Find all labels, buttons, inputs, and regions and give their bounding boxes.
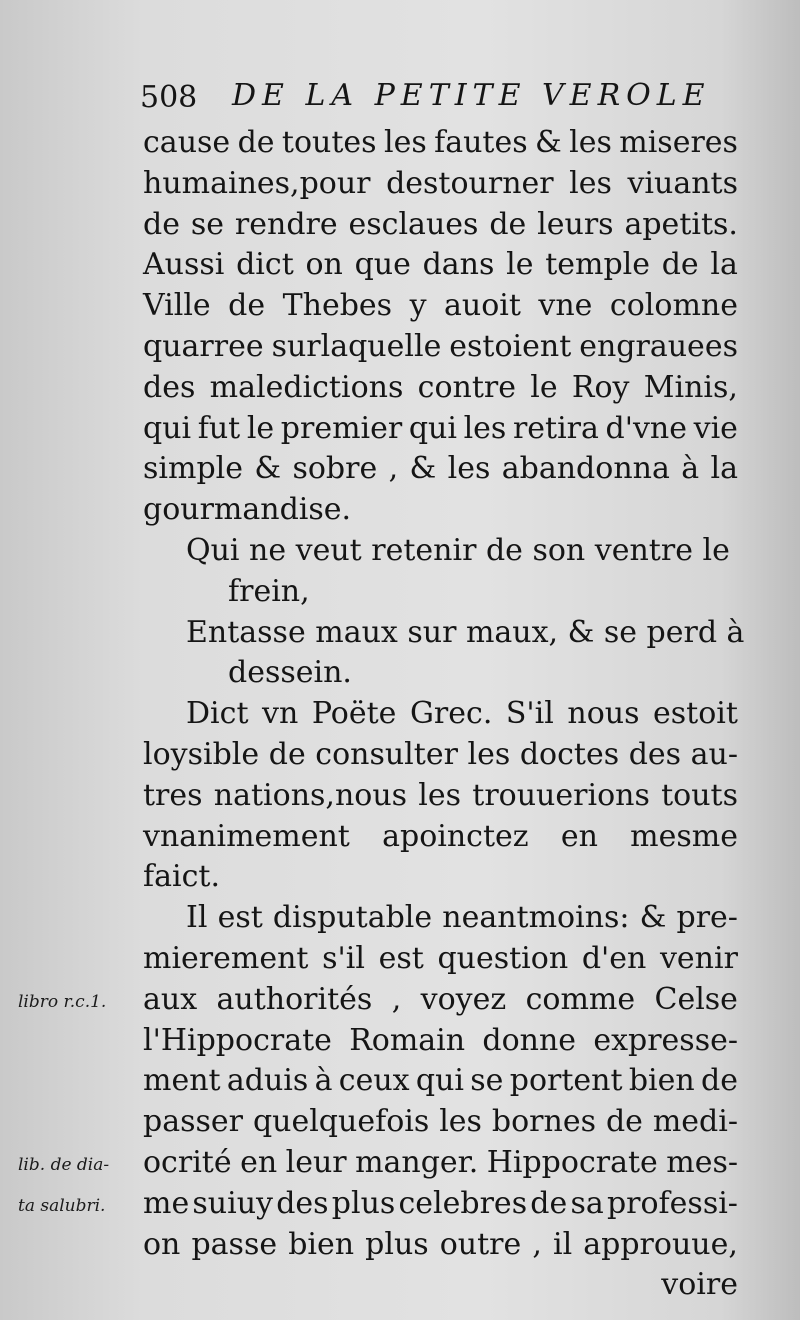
word: Grec. <box>409 696 493 732</box>
word: vn <box>262 696 299 732</box>
word: est <box>217 900 263 936</box>
word: me <box>143 1185 190 1221</box>
word: de <box>228 288 266 324</box>
word: Il <box>186 900 208 936</box>
word: touts <box>661 777 738 813</box>
word: nations,nous <box>213 777 408 813</box>
text-line <box>143 327 738 367</box>
word: comme <box>525 981 636 1017</box>
word: portent <box>509 1063 623 1099</box>
text-line <box>143 409 738 449</box>
word: manger. <box>355 1145 479 1180</box>
word: Ville <box>143 288 211 324</box>
word: quelquefois <box>252 1104 430 1140</box>
word: humaines,pour <box>143 165 371 201</box>
text-line <box>143 1102 738 1142</box>
word: Romain <box>349 1022 466 1058</box>
word: voyez <box>420 981 507 1017</box>
word: ment <box>143 1063 221 1099</box>
word: leurs <box>537 206 614 242</box>
word: de <box>530 1185 568 1221</box>
word: donne <box>482 1022 577 1058</box>
word: qui <box>415 1063 464 1099</box>
word: les <box>447 451 491 487</box>
text-line <box>143 449 738 489</box>
text-line <box>143 1225 738 1265</box>
word: expresse- <box>593 1022 738 1058</box>
word: plus <box>365 1226 429 1262</box>
word: il <box>552 1226 573 1262</box>
word: question <box>437 941 569 976</box>
word: sobre <box>292 451 378 487</box>
word: outre <box>439 1226 522 1262</box>
word: l'Hippocrate <box>143 1022 332 1058</box>
word: le <box>506 247 534 283</box>
word: vnanimement <box>143 818 350 854</box>
text-line <box>143 205 738 245</box>
word: vie <box>693 410 738 446</box>
text-line <box>143 1143 738 1183</box>
word: authorités <box>216 981 373 1017</box>
text-line <box>143 368 738 408</box>
word: retira <box>512 410 599 446</box>
word: surlaquelle <box>271 329 442 364</box>
word: venir <box>659 941 738 976</box>
word: passer <box>143 1104 243 1140</box>
word: plus <box>331 1185 396 1221</box>
word: fautes <box>434 125 528 160</box>
word: estoit <box>653 696 738 732</box>
text-line <box>143 1184 738 1224</box>
text-line: Qui ne veut retenir de son ventre le <box>186 533 730 568</box>
text-line: faict. <box>143 859 220 895</box>
word: des <box>143 369 196 405</box>
word: à <box>681 451 700 487</box>
word: les <box>383 125 427 160</box>
word: pre- <box>676 900 738 936</box>
text-line <box>143 939 738 979</box>
word: au- <box>690 737 738 772</box>
word: destourner <box>386 165 554 201</box>
word: Hippocrate <box>486 1145 658 1180</box>
word: loysible <box>143 737 260 772</box>
running-head: DE LA PETITE VEROLE <box>232 78 711 113</box>
word: qui <box>143 410 192 446</box>
word: d'vne <box>605 410 688 446</box>
word: S'il <box>505 696 554 732</box>
word: on <box>143 1226 181 1262</box>
word: s'il <box>322 941 365 976</box>
word: contre <box>417 369 516 405</box>
text-line <box>143 776 738 816</box>
word: viuants <box>627 165 738 201</box>
word: Minis, <box>643 369 738 405</box>
word: de <box>237 125 275 160</box>
word: neantmoins: <box>442 900 630 936</box>
text-line: gourmandise. <box>143 492 352 528</box>
word: des <box>628 737 682 772</box>
word: des <box>276 1185 329 1221</box>
word: de <box>701 1063 738 1099</box>
word: que <box>354 247 411 283</box>
word: leur <box>285 1145 347 1180</box>
word: les <box>569 165 612 201</box>
margin-note: ta salubri. <box>18 1195 106 1216</box>
text-line <box>143 735 738 775</box>
word: dict <box>236 247 294 283</box>
text-line: frein, <box>228 573 310 609</box>
word: on <box>305 247 343 283</box>
page-number: 508 <box>140 80 198 115</box>
word: miseres <box>619 125 738 160</box>
word: celebres <box>398 1185 528 1221</box>
word: abandonna <box>501 451 670 487</box>
word: fut <box>197 410 241 446</box>
word: d'en <box>581 941 647 976</box>
word: toutes <box>281 125 377 160</box>
word: Dict <box>186 696 249 732</box>
margin-note: libro r.c.1. <box>18 991 107 1012</box>
word: maledictions <box>209 369 404 405</box>
text-line <box>143 1061 738 1101</box>
word: auoit <box>444 288 521 324</box>
word: & <box>639 900 667 936</box>
word: apetits. <box>624 206 738 242</box>
word: mierement <box>143 941 309 976</box>
word: bien <box>628 1063 695 1099</box>
word: y <box>409 288 427 324</box>
text-line <box>143 1021 738 1061</box>
word: Celse <box>654 981 738 1017</box>
word: nous <box>567 696 640 732</box>
word: , <box>532 1226 542 1262</box>
word: tres <box>143 777 203 813</box>
word: sa <box>570 1185 604 1221</box>
word: les <box>467 737 511 772</box>
word: , <box>391 981 402 1017</box>
word: les <box>418 777 462 813</box>
word: qui <box>408 410 457 446</box>
word: de <box>143 206 180 242</box>
word: bien <box>288 1226 355 1262</box>
word: la <box>710 451 738 487</box>
word: de <box>661 247 699 283</box>
word: aux <box>143 981 198 1017</box>
word: approuue, <box>583 1226 738 1262</box>
word: de <box>489 206 527 242</box>
text-line <box>143 817 738 857</box>
word: les <box>439 1104 482 1140</box>
word: quarree <box>143 329 264 364</box>
word: estoient <box>449 329 572 364</box>
word: de <box>605 1104 643 1140</box>
word: ocrité <box>143 1145 232 1180</box>
word: les <box>569 125 612 160</box>
word: simple <box>143 451 243 487</box>
text-line <box>143 286 738 326</box>
word: bornes <box>491 1104 596 1140</box>
word: engrauees <box>579 329 738 364</box>
word: le <box>530 369 558 405</box>
text-line: Entasse maux sur maux, & se perd à <box>186 614 745 650</box>
word: medi- <box>652 1104 738 1140</box>
word: le <box>246 410 275 446</box>
word: Roy <box>571 369 630 405</box>
word: de <box>268 737 306 772</box>
word: les <box>463 410 507 446</box>
word: se <box>470 1063 504 1099</box>
word: suiuy <box>192 1185 273 1221</box>
word: & <box>254 451 282 487</box>
text-line <box>143 245 738 285</box>
word: se <box>190 206 225 242</box>
word: Thebes <box>282 288 393 324</box>
word: trouuerions <box>472 777 650 813</box>
word: en <box>240 1145 278 1180</box>
word: vne <box>538 288 593 324</box>
text-line: dessein. <box>228 655 352 691</box>
catchword: voire <box>661 1267 738 1303</box>
word: est <box>378 941 424 976</box>
word: en <box>560 818 598 854</box>
word: doctes <box>519 737 620 772</box>
word: mesme <box>630 818 738 854</box>
word: rendre <box>234 206 338 242</box>
text-line <box>143 164 738 204</box>
word: Aussi <box>143 247 225 283</box>
word: cause <box>143 125 231 160</box>
word: consulter <box>315 737 458 772</box>
word: & <box>535 125 562 160</box>
text-line <box>186 694 738 734</box>
word: & <box>409 451 437 487</box>
word: disputable <box>272 900 433 936</box>
text-line <box>186 898 738 938</box>
word: colomne <box>609 288 738 324</box>
word: temple <box>545 247 650 283</box>
word: à <box>314 1063 333 1099</box>
word: esclaues <box>348 206 479 242</box>
word: dans <box>422 247 495 283</box>
text-line <box>143 980 738 1020</box>
word: ceux <box>338 1063 410 1099</box>
word: professi- <box>606 1185 738 1221</box>
word: premier <box>280 410 403 446</box>
margin-note: lib. de dia- <box>18 1155 110 1175</box>
word: la <box>710 247 738 283</box>
text-line <box>143 123 738 163</box>
word: apoinctez <box>382 818 529 854</box>
word: aduis <box>226 1063 309 1099</box>
word: passe <box>191 1226 278 1262</box>
word: , <box>388 451 399 487</box>
word: Poëte <box>311 696 397 732</box>
word: mes- <box>666 1145 738 1180</box>
page-header <box>140 72 740 122</box>
